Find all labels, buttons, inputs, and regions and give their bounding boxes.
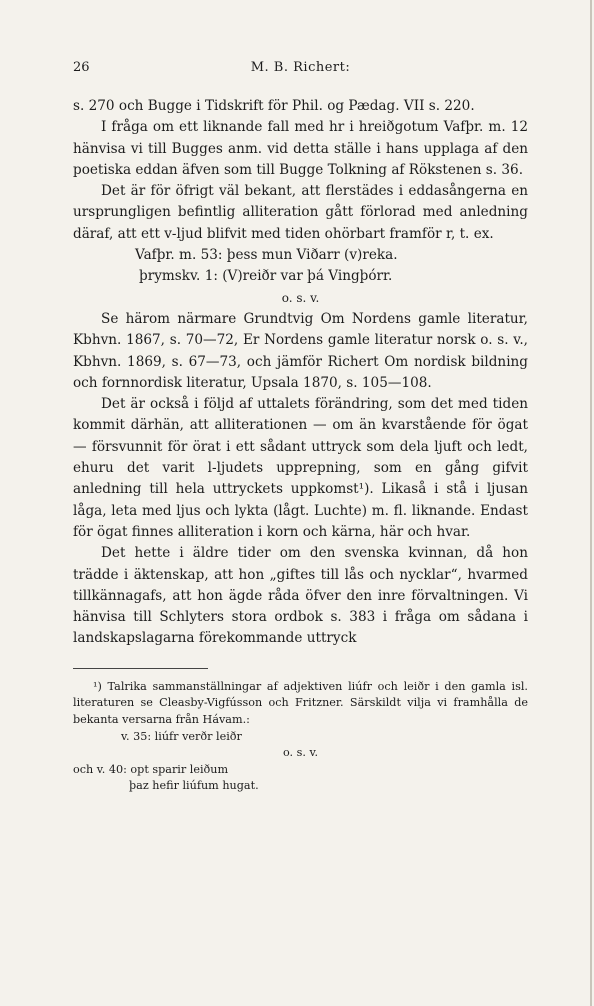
paragraph: s. 270 och Bugge i Tidskrift för Phil. og Pædag. VII s. 220. (73, 98, 475, 114)
footnote (73, 679, 528, 795)
paragraph: Se härom närmare Grundtvig Om Nordens gamle literatur, Kbhvn. 1867, s. 70—72, Er Nordens gamle literatur norsk o. s. v., Kbhvn. 1869, s. 67—73, och jämför Richert Om nordisk bildning och fornnordisk literatur, Upsala 1870, s. 105—108. (73, 310, 528, 391)
paragraph: I fråga om ett liknande fall med hr i hreiðgotum Vafþr. m. 12 hänvisa vi till Bugges anm. vid detta ställe i hans upplaga af den poetiska eddan äfven som till Bugge Tolkning af Rökstenen s. 36. (73, 119, 528, 178)
paragraph: Det hette i äldre tider om den svenska kvinnan, då hon trädde i äktenskap, att hon „giftes till lås och nycklar“, hvarmed tillkännagafs, att hon ägde råda öfver den inre förvaltningen. Vi hänvisa till Schlyters stora ordbok s. 383 i fråga om sådana i landskapslagarna förekommande uttryck (73, 545, 528, 647)
page-header (73, 60, 528, 84)
footnote-rule (73, 668, 208, 669)
verse-line: þrymskv. 1: (V)reiðr var þá Vingþórr. (139, 268, 393, 285)
page-edge (590, 0, 592, 1006)
footnote-text: ¹) Talrika sammanställningar af adjektiven liúfr och leiðr i den gamla isl. literaturen se Cleasby-Vigfússon och Fritzner. Särskildt vilja vi framhålla de bekanta versarna från Hávam.: (73, 679, 528, 726)
running-title: M. B. Richert: (250, 60, 351, 75)
footnote-etc: o. s. v. (282, 746, 319, 760)
body-text (73, 96, 528, 650)
footnote-verse: þaz hefir liúfum hugat. (129, 779, 259, 793)
verse-line: Vafþr. m. 53: þess mun Viðarr (v)reka. (135, 247, 398, 264)
paragraph: Det är för öfrigt väl bekant, att flerstädes i eddasångerna en ursprungligen befintlig alliteration gått förlorad med anledning däraf, att ett v-ljud blifvit med tiden ohörbart framför r, t. ex. (73, 183, 528, 242)
footnote-verse: v. 35: liúfr verðr leiðr (121, 729, 242, 743)
page (73, 60, 528, 795)
footnote-verse: och v. 40: opt sparir leiðum (73, 762, 229, 776)
verse-etc: o. s. v. (281, 290, 320, 305)
paragraph: Det är också i följd af uttalets förändring, som det med tiden kommit därhän, att alliterationen — om än kvarstående för ögat — försvunnit för örat i ett sådant uttryck som dela ljuft och ledt, ehuru det varit l-ljudets upprepning, som en gång gifvit anledning till hela uttryckets uppkomst¹). Likaså i stå i ljusan låga, leta med ljus och lykta (lågt. Luchte) m. fl. liknande. Endast för ögat finnes alliteration i korn och kärna, här och hvar. (73, 396, 528, 540)
page-number: 26 (73, 60, 90, 75)
